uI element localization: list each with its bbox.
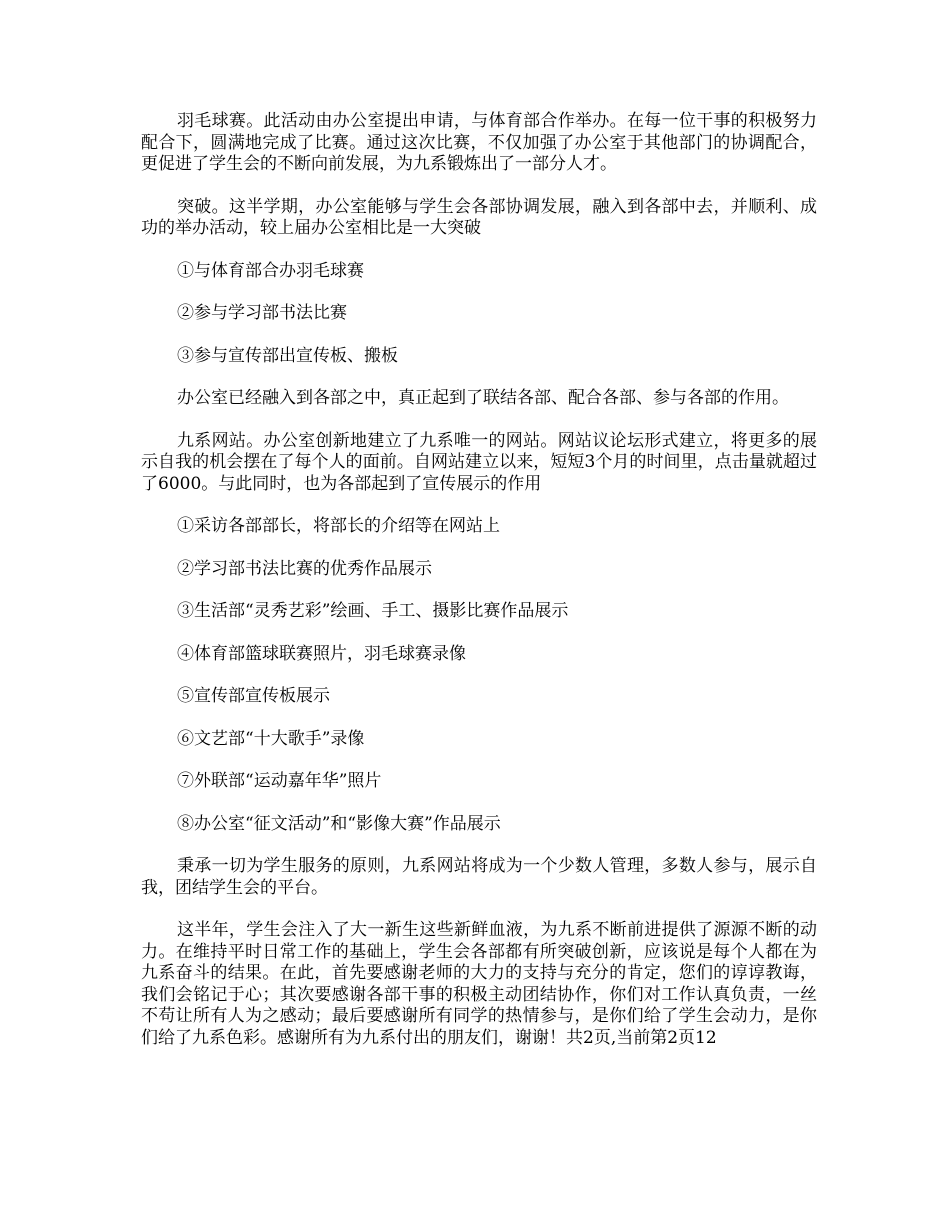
list-item: ③生活部“灵秀艺彩”绘画、手工、摄影比赛作品展示 <box>177 601 569 621</box>
list-item: ④体育部篮球联赛照片，羽毛球赛录像 <box>177 643 466 664</box>
list-item: ③参与宣传部出宣传板、搬板 <box>177 345 398 366</box>
paragraph-breakthrough: 突破。这半学期，办公室能够与学生会各部协调发展，融入到各部中去，并顺利、成功的举办活动，较上届办公室相比是一大突破 <box>141 196 817 238</box>
paragraph-integration: 办公室已经融入到各部之中，真正起到了联结各部、配合各部、参与各部的作用。 <box>177 388 789 408</box>
paragraph-conclusion: 这半年，学生会注入了大一新生这些新鲜血液，为九系不断前进提供了源源不断的动力。在维持平时日常工作的基础上，学生会各部都有所突破创新，应该说是每个人都在为九系奋斗的结果。在此，首先要感谢老师的大力的支持与充分的肯定，您们的谆谆教诲，我们会铭记于心；其次要感谢各部干事的积极主动团结协作，你们对工作认真负责，一丝不苟让所有人为之感动；最后要感谢所有同学的热情参与，是你们给了学生会动力，是你们给了九系色彩。感谢所有为九系付出的朋友们，谢谢！共2页,当前第2页12 <box>141 920 817 1048</box>
list-item: ⑦外联部“运动嘉年华”照片 <box>177 771 382 791</box>
paragraph-principle: 秉承一切为学生服务的原则，九系网站将成为一个少数人管理，多数人参与，展示自我，团结学生会的平台。 <box>141 856 817 898</box>
list-item: ⑥文艺部“十大歌手”录像 <box>177 728 365 749</box>
list-item: ⑧办公室“征文活动”和“影像大赛”作品展示 <box>177 813 501 834</box>
list-item: ②学习部书法比赛的优秀作品展示 <box>177 558 432 579</box>
list-item: ⑤宣传部宣传板展示 <box>177 686 330 706</box>
paragraph-badminton: 羽毛球赛。此活动由办公室提出申请，与体育部合作举办。在每一位干事的积极努力配合下，圆满地完成了比赛。通过这次比赛，不仅加强了办公室于其他部门的协调配合，更促进了学生会的不断向前发展，为九系锻炼出了一部分人才。 <box>141 111 817 174</box>
paragraph-website: 九系网站。办公室创新地建立了九系唯一的网站。网站议论坛形式建立，将更多的展示自我的机会摆在了每个人的面前。自网站建立以来，短短3个月的时间里，点击量就超过了6000。与此同时，也为各部起到了宣传展示的作用 <box>141 430 817 494</box>
document-body <box>141 111 817 1049</box>
list-item: ②参与学习部书法比赛 <box>177 303 347 323</box>
list-item: ①采访各部部长，将部长的介绍等在网站上 <box>177 516 500 536</box>
list-item: ①与体育部合办羽毛球赛 <box>177 260 364 281</box>
